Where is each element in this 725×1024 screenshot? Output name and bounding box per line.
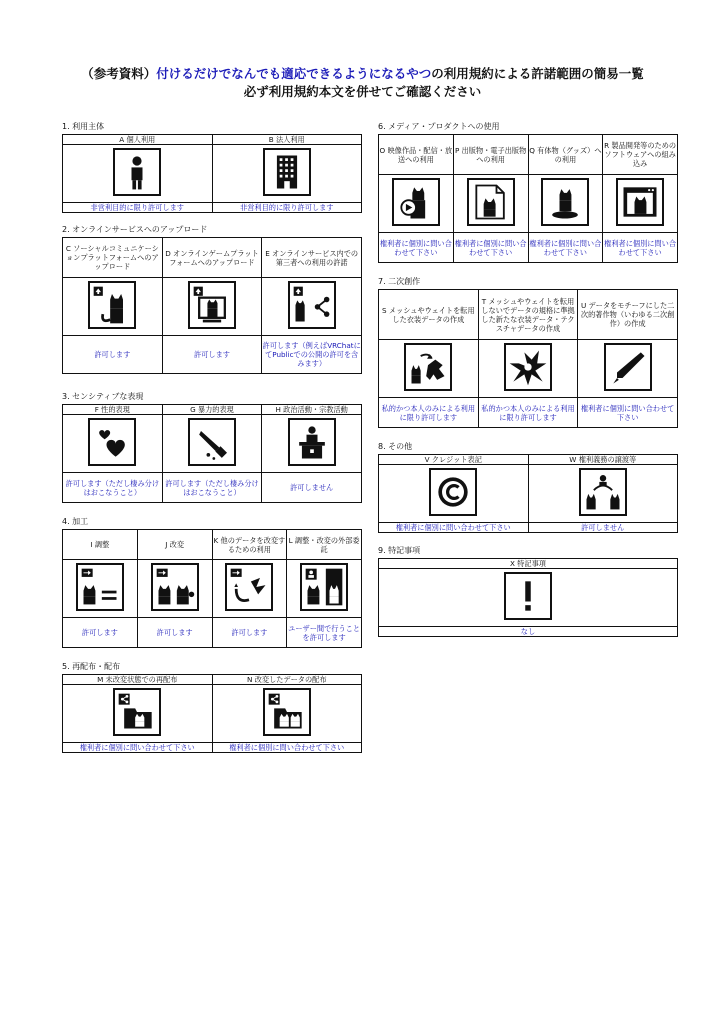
col-label: E オンラインサービス内での第三者への利用の許諾 (262, 238, 362, 278)
col-label: N 改変したデータの配布 (212, 675, 362, 685)
section-media-product (378, 122, 678, 263)
title-line-1 (0, 66, 725, 82)
distribute-modified-icon (263, 688, 311, 736)
section-title: 3. センシティブな表現 (62, 392, 144, 401)
title-line-2: 必ず利用規約本文を併せてご確認ください (243, 84, 482, 99)
col-value: なし (379, 627, 678, 637)
col-value: 私的かつ本人のみによる利用に限り許可します (478, 398, 578, 428)
col-label: X 特記事項 (379, 559, 678, 569)
col-label: W 権利義務の譲渡等 (528, 455, 678, 465)
title-prefix: （参考資料） (81, 66, 157, 81)
title-product-name: 付けるだけでなんでも適応できるようになるやつ (156, 66, 432, 81)
col-label: P 出版物・電子出版物への利用 (453, 135, 528, 175)
col-value: 許可します (63, 336, 163, 374)
cat-upload-icon (88, 281, 136, 329)
podium-icon (288, 418, 336, 466)
section-table (378, 558, 678, 637)
col-label: O 映像作品・配信・放送への利用 (379, 135, 454, 175)
col-value: 権利者に個別に問い合わせて下さい (453, 233, 528, 263)
col-value: 許可します（ただし棲み分けはおこなうこと） (162, 473, 262, 503)
col-label: D オンラインゲームプラットフォームへのアップロード (162, 238, 262, 278)
knife-icon (188, 418, 236, 466)
col-value: 許可しません (262, 473, 362, 503)
col-label: Q 有体物（グッズ）への利用 (528, 135, 603, 175)
col-label: B 法人利用 (212, 135, 362, 145)
section-special-notes (378, 546, 678, 637)
col-value: 権利者に個別に問い合わせて下さい (603, 233, 678, 263)
col-label: S メッシュやウェイトを転用した衣装データの作成 (379, 290, 479, 340)
col-label: A 個人利用 (63, 135, 213, 145)
col-label: C ソーシャルコミュニケーションプラットフォームへのアップロード (63, 238, 163, 278)
col-value: 権利者に個別に問い合わせて下さい (379, 523, 529, 533)
transfer-icon (579, 468, 627, 516)
section-table (62, 237, 362, 374)
col-label: M 未改変状態での再配布 (63, 675, 213, 685)
section-title: 9. 特記事項 (378, 546, 421, 555)
col-value: 許可します (137, 618, 212, 648)
col-value: ユーザー間で行うことを許可します (287, 618, 362, 648)
col-value: 許可します (212, 618, 287, 648)
col-label: K 他のデータを改変するための利用 (212, 530, 287, 560)
section-table (378, 454, 678, 533)
title-suffix: の利用規約による許諾範囲の簡易一覧 (431, 66, 644, 81)
section-title: 7. 二次創作 (378, 277, 421, 286)
section-table (62, 404, 362, 503)
col-label: T メッシュやウェイトを転用しないでデータの規格に準拠した新たな衣装データ・テクスチャデータの作成 (478, 290, 578, 340)
section-processing (62, 517, 362, 648)
person-icon (113, 148, 161, 196)
section-table (378, 134, 678, 263)
video-icon (392, 178, 440, 226)
section-derivative-works (378, 277, 678, 428)
col-label: V クレジット表記 (379, 455, 529, 465)
section-title: 8. その他 (378, 442, 413, 451)
col-label: L 調整・改変の外部委託 (287, 530, 362, 560)
cloth-new-icon (504, 343, 552, 391)
col-label: F 性的表現 (63, 405, 163, 415)
adjust-icon (76, 563, 124, 611)
col-value: 非営利目的に限り許可します (63, 203, 213, 213)
col-label: J 改変 (137, 530, 212, 560)
section-title: 1. 利用主体 (62, 122, 105, 131)
col-label: R 製品開発等のためのソフトウェアへの組み込み (603, 135, 678, 175)
col-label: G 暴力的表現 (162, 405, 262, 415)
section-title: 2. オンラインサービスへのアップロード (62, 225, 208, 234)
page-header (0, 66, 725, 100)
modify-icon (151, 563, 199, 611)
col-value: 権利者に個別に問い合わせて下さい (379, 233, 454, 263)
section-title: 5. 再配布・配布 (62, 662, 121, 671)
section-table (378, 289, 678, 428)
section-sensitive (62, 392, 362, 503)
hearts-icon (88, 418, 136, 466)
software-icon (616, 178, 664, 226)
section-title: 4. 加工 (62, 517, 89, 526)
section-redistribution (62, 662, 362, 753)
col-value: 権利者に個別に問い合わせて下さい (528, 233, 603, 263)
section-table (62, 134, 362, 213)
outsource-icon (300, 563, 348, 611)
publication-icon (467, 178, 515, 226)
reuse-icon (225, 563, 273, 611)
col-value: 許可します (63, 618, 138, 648)
section-other (378, 442, 678, 533)
col-value: 私的かつ本人のみによる利用に限り許可します (379, 398, 479, 428)
col-value: 許可します（ただし棲み分けはおこなうこと） (63, 473, 163, 503)
col-value: 許可します（例えばVRChatにてPublicでの公開の許可を含みます） (262, 336, 362, 374)
col-value: 許可しません (528, 523, 678, 533)
col-label: I 調整 (63, 530, 138, 560)
col-value: 許可します (162, 336, 262, 374)
col-label: H 政治活動・宗教活動 (262, 405, 362, 415)
section-usage-subject (62, 122, 362, 213)
goods-icon (541, 178, 589, 226)
col-value: 権利者に個別に問い合わせて下さい (578, 398, 678, 428)
section-table (62, 529, 362, 648)
col-value: 権利者に個別に問い合わせて下さい (63, 743, 213, 753)
pen-icon (604, 343, 652, 391)
section-online-upload (62, 225, 362, 374)
cat-share-icon (288, 281, 336, 329)
col-value: 権利者に個別に問い合わせて下さい (212, 743, 362, 753)
cat-game-icon (188, 281, 236, 329)
building-icon (263, 148, 311, 196)
col-label: U データをモチーフにした二次的著作物（いわゆる二次創作）の作成 (578, 290, 678, 340)
copyright-icon (429, 468, 477, 516)
section-title: 6. メディア・プロダクトへの使用 (378, 122, 500, 131)
redistribute-icon (113, 688, 161, 736)
section-table (62, 674, 362, 753)
col-value: 非営利目的に限り許可します (212, 203, 362, 213)
exclamation-icon (504, 572, 552, 620)
cloth-transfer-icon (404, 343, 452, 391)
